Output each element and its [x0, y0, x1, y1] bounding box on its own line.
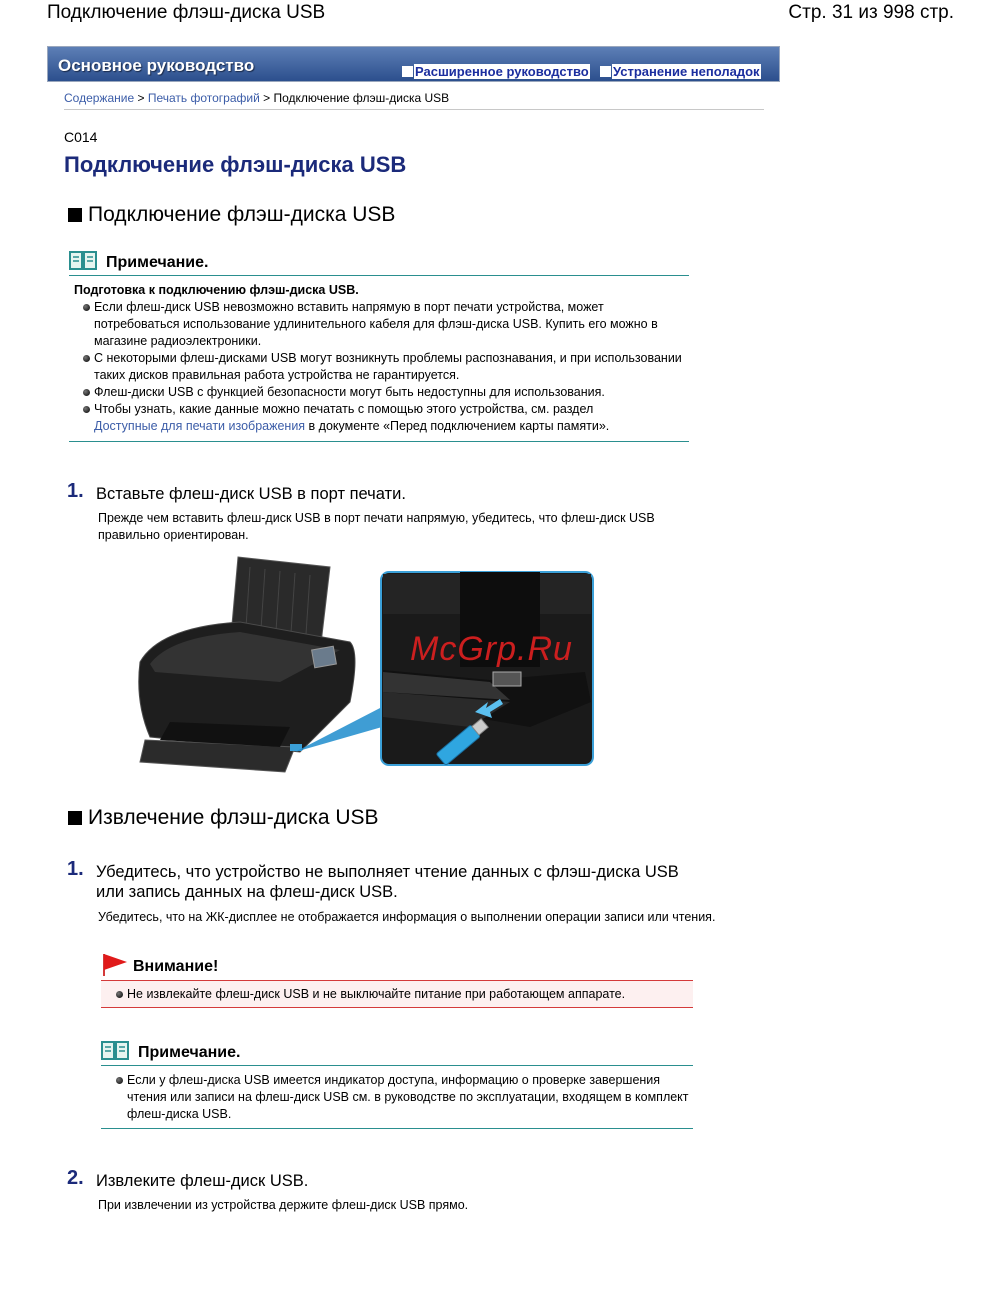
square-bullet-icon	[68, 811, 82, 825]
page-code: C014	[64, 129, 98, 145]
step-number: 1.	[67, 480, 84, 502]
note-subheading: Подготовка к подключению флэш-диска USB.	[74, 283, 359, 297]
caution-box	[101, 980, 693, 1008]
step-description: Прежде чем вставить флеш-диск USB в порт печати напрямую, убедитесь, что флеш-диск USB правильно ориентирован.	[98, 511, 655, 542]
breadcrumb-photos-link[interactable]: Печать фотографий	[147, 91, 260, 105]
breadcrumb-current: Подключение флэш-диска USB	[273, 91, 450, 105]
note-heading: Примечание.	[101, 1040, 240, 1062]
note-top-rule	[101, 1065, 693, 1066]
note-top-rule	[69, 275, 689, 276]
list-item: Если флеш-диск USB невозможно вставить напрямую в порт печати устройства, может потребоваться использование удлинительного кабеля для флэш-диска USB. Купить его можно в магазине радиоэлектроники.	[80, 299, 684, 350]
section-heading-connect: Подключение флэш-диска USB	[68, 203, 395, 227]
list-item: Если у флеш-диска USB имеется индикатор доступа, информацию о проверке завершения чтения или записи на флеш-диск USB см. в руководстве по эксплуатации, входящем в комплект флеш-диска USB.	[113, 1072, 697, 1123]
page-counter: Стр. 31 из 998 стр.	[788, 2, 954, 23]
square-bullet-icon	[68, 208, 82, 222]
square-icon	[402, 66, 413, 77]
printable-images-link[interactable]: Доступные для печати изображения	[94, 419, 306, 433]
list-item: Флеш-диски USB с функцией безопасности могут быть недоступны для использования.	[80, 384, 684, 401]
step-number: 1.	[67, 858, 84, 880]
book-icon	[69, 250, 97, 272]
guide-banner	[47, 46, 780, 82]
note-bottom-rule	[69, 441, 689, 442]
page-title: Подключение флэш-диска USB	[64, 152, 407, 177]
list-item: Не извлекайте флеш-диск USB и не выключайте питание при работающем аппарате.	[113, 986, 697, 1003]
caution-heading: Внимание!	[101, 952, 218, 976]
list-item: С некоторыми флеш-дисками USB могут возникнуть проблемы распознавания, и при использовании таких дисков правильная работа устройства не гарантируется.	[80, 350, 684, 384]
list-item: Чтобы узнать, какие данные можно печатать с помощью этого устройства, см. раздел Доступные для печати изображения в документе «Перед подключением карты памяти».	[80, 401, 684, 435]
breadcrumb-contents-link[interactable]: Содержание	[64, 91, 135, 105]
note-body	[74, 282, 684, 435]
banner-title: Основное руководство	[58, 56, 255, 75]
step-text: Вставьте флеш-диск USB в порт печати.	[96, 485, 406, 503]
step-text: Убедитесь, что устройство не выполняет чтение данных с флэш-диска USB или запись данных на флеш-диск USB.	[96, 863, 679, 901]
step-text: Извлеките флеш-диск USB.	[96, 1172, 309, 1190]
section-heading-remove: Извлечение флэш-диска USB	[68, 806, 379, 830]
step-description: При извлечении из устройства держите флеш-диск USB прямо.	[98, 1198, 469, 1212]
note-heading: Примечание.	[69, 250, 208, 272]
note-bottom-rule	[101, 1128, 693, 1129]
breadcrumb: Содержание > Печать фотографий > Подключение флэш-диска USB	[64, 91, 764, 110]
red-flag-icon	[101, 952, 129, 976]
step-description: Убедитесь, что на ЖК-дисплее не отображается информация о выполнении операции записи или чтения.	[98, 910, 716, 924]
extended-guide-link[interactable]: Расширенное руководство	[402, 64, 590, 79]
square-icon	[600, 66, 611, 77]
watermark: McGrp.Ru	[410, 630, 573, 668]
book-icon	[101, 1040, 129, 1062]
troubleshooting-link[interactable]: Устранение неполадок	[600, 64, 761, 79]
document-title: Подключение флэш-диска USB	[47, 2, 326, 23]
step-number: 2.	[67, 1167, 84, 1189]
